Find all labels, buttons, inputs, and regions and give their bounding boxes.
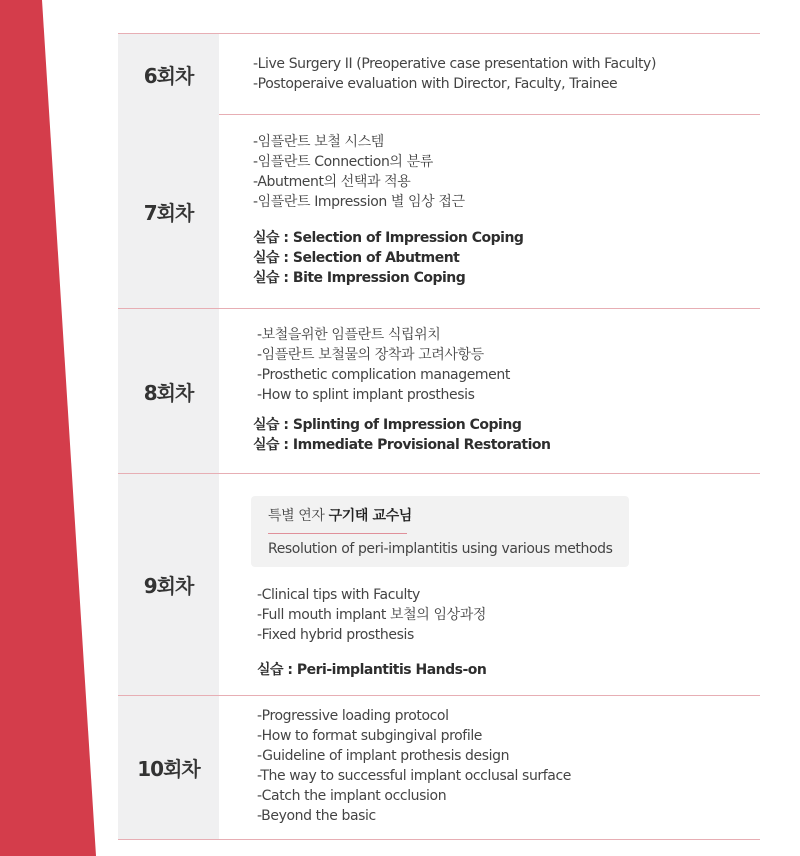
session-content [219,474,760,695]
special-lecture-description: Resolution of peri-implantitis using various methods [268,541,613,557]
session-item: -Abutment의 선택과 적용 [253,174,411,190]
session-item: -How to splint implant prosthesis [257,387,475,403]
session-row-9 [118,474,760,696]
session-item: -Catch the implant occlusion [257,788,447,804]
session-content [219,114,760,308]
session-item: -Beyond the basic [257,808,376,824]
practice-item: 실습 : Immediate Provisional Restoration [253,437,551,453]
practice-item: 실습 : Peri-implantitis Hands-on [257,662,487,678]
session-item: -Progressive loading protocol [257,708,449,724]
special-lecturer-name: 구기태 교수님 [328,508,412,524]
session-content [219,696,760,839]
session-label: 7회차 [118,114,219,308]
session-item: -Guideline of implant prothesis design [257,748,510,764]
session-label: 6회차 [118,34,219,114]
session-row-10 [118,696,760,840]
practice-item: 실습 : Bite Impression Coping [253,270,466,286]
special-title-underline [268,533,407,534]
session-content [219,309,760,473]
special-lecture-box [251,496,629,567]
special-lecture-prefix: 특별 연자 [268,508,329,524]
session-content [219,34,760,114]
special-lecture-title [268,506,412,526]
session-item: -Live Surgery II (Preoperative case presentation with Faculty) [253,56,657,72]
session-item: -Clinical tips with Faculty [257,587,420,603]
session-item: -보철을위한 임플란트 식립위치 [257,327,441,343]
session-label: 8회차 [118,309,219,473]
session-row-6 [118,33,760,115]
session-label: 10회차 [118,696,219,839]
session-item: -임플란트 Connection의 분류 [253,154,433,170]
session-item: -Full mouth implant 보철의 임상과정 [257,607,486,623]
practice-item: 실습 : Splinting of Impression Coping [253,417,522,433]
session-item: -임플란트 보철물의 장착과 고려사항등 [257,347,484,363]
practice-item: 실습 : Selection of Impression Coping [253,230,524,246]
session-item: -임플란트 보철 시스템 [253,134,384,150]
session-item: -Fixed hybrid prosthesis [257,627,414,643]
practice-item: 실습 : Selection of Abutment [253,250,460,266]
session-item: -How to format subgingival profile [257,728,483,744]
session-label: 9회차 [118,474,219,695]
session-item: -Postoperaive evaluation with Director, Faculty, Trainee [253,76,618,92]
session-row-7 [118,114,760,309]
session-item: -임플란트 Impression 별 임상 접근 [253,194,465,210]
session-item: -Prosthetic complication management [257,367,510,383]
session-row-8 [118,309,760,474]
session-item: -The way to successful implant occlusal surface [257,768,572,784]
